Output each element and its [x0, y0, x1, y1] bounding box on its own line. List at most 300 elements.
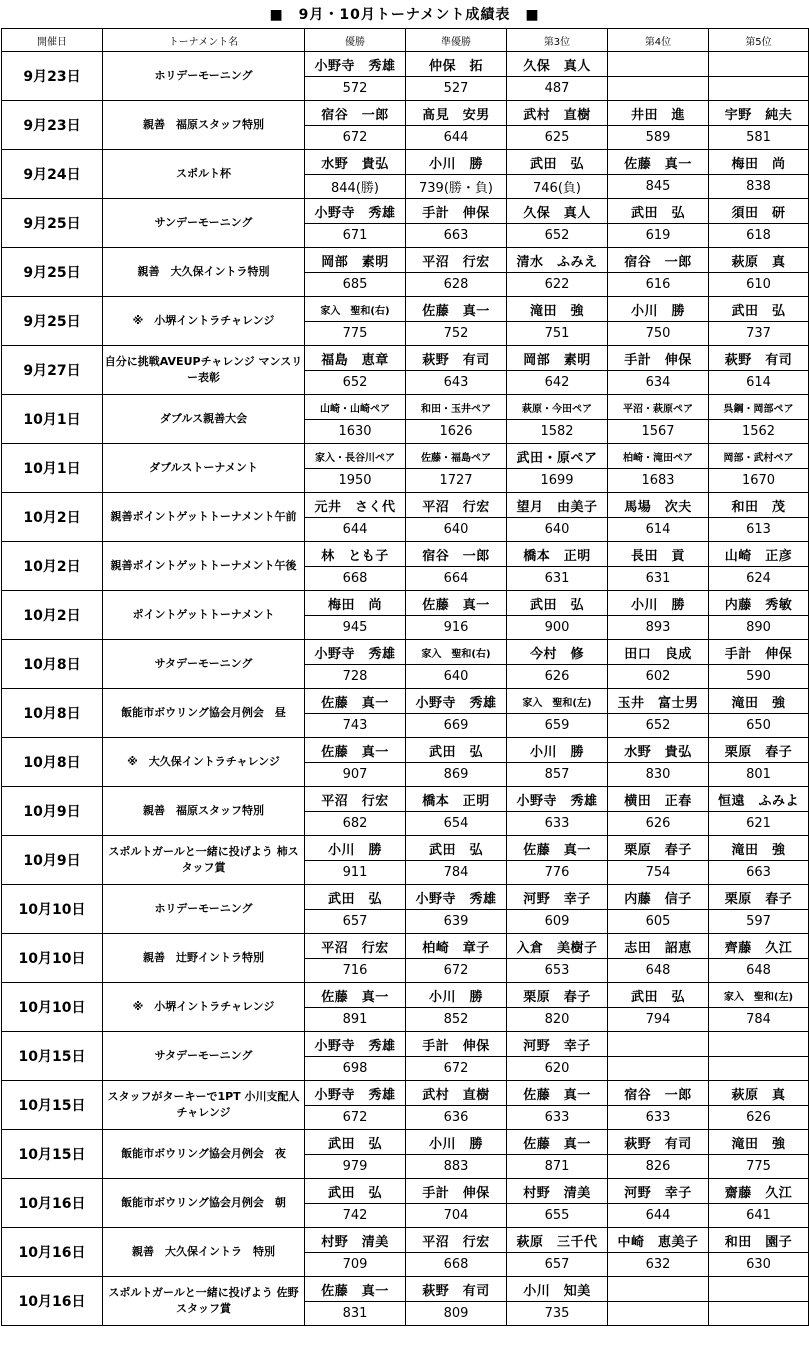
score-place-5: 624 — [709, 567, 809, 591]
score-place-1: 907 — [305, 763, 406, 787]
player-name-place-1: 小川 勝 — [305, 836, 406, 861]
score-place-2: 640 — [406, 665, 507, 689]
player-name-place-3: 栗原 春子 — [507, 983, 608, 1008]
score-place-4 — [608, 77, 709, 101]
player-name-place-1: 平沼 行宏 — [305, 934, 406, 959]
player-name-place-2: 手計 伸保 — [406, 199, 507, 224]
score-place-2: 669 — [406, 714, 507, 738]
player-name-place-3: 橋本 正明 — [507, 542, 608, 567]
tournament-date: 10月10日 — [2, 934, 103, 983]
score-place-1: 1950 — [305, 469, 406, 493]
score-place-4: 616 — [608, 273, 709, 297]
tournament-row-names — [2, 542, 809, 567]
player-name-place-4 — [608, 52, 709, 77]
tournament-row-names — [2, 199, 809, 224]
player-name-place-4: 佐藤 真一 — [608, 150, 709, 175]
score-place-1: 831 — [305, 1302, 406, 1326]
tournament-row-names — [2, 101, 809, 126]
player-name-place-4: 水野 貴弘 — [608, 738, 709, 763]
player-name-place-2: 手計 伸保 — [406, 1179, 507, 1204]
player-name-place-5 — [709, 1032, 809, 1057]
score-place-2: 1626 — [406, 420, 507, 444]
score-place-3: 900 — [507, 616, 608, 640]
player-name-place-4: 小川 勝 — [608, 591, 709, 616]
tournament-date: 10月8日 — [2, 738, 103, 787]
header-date: 開催日 — [2, 29, 103, 52]
score-place-2: 664 — [406, 567, 507, 591]
player-name-place-4: 武田 弘 — [608, 983, 709, 1008]
tournament-date: 10月8日 — [2, 689, 103, 738]
tournament-name: サタデーモーニング — [103, 1032, 305, 1081]
tournament-date: 9月25日 — [2, 248, 103, 297]
tournament-row-names — [2, 395, 809, 420]
tournament-date: 9月25日 — [2, 199, 103, 248]
player-name-place-4: 宿谷 一郎 — [608, 1081, 709, 1106]
score-place-1: 671 — [305, 224, 406, 248]
player-name-place-5: 須田 研 — [709, 199, 809, 224]
player-name-place-3: 佐藤 真一 — [507, 1130, 608, 1155]
player-name-place-4: 玉井 富士男 — [608, 689, 709, 714]
score-place-1: 668 — [305, 567, 406, 591]
score-place-1: 709 — [305, 1253, 406, 1277]
score-place-5: 1562 — [709, 420, 809, 444]
score-place-4: 1567 — [608, 420, 709, 444]
player-name-place-2: 佐藤 真一 — [406, 591, 507, 616]
player-name-place-5: 宇野 純夫 — [709, 101, 809, 126]
score-place-4: 602 — [608, 665, 709, 689]
score-place-1: 743 — [305, 714, 406, 738]
player-name-place-4: 手計 伸保 — [608, 346, 709, 371]
player-name-place-2: 髙見 安男 — [406, 101, 507, 126]
score-place-2: 809 — [406, 1302, 507, 1326]
player-name-place-5: 齊藤 久江 — [709, 934, 809, 959]
player-name-place-2: 柏崎 章子 — [406, 934, 507, 959]
player-name-place-2: 宿谷 一郎 — [406, 542, 507, 567]
tournament-name: 親善 辻野イントラ特別 — [103, 934, 305, 983]
player-name-place-2: 和田・玉井ペア — [406, 395, 507, 420]
tournament-name: 飯能市ボウリング協会月例会 朝 — [103, 1179, 305, 1228]
player-name-place-2: 小野寺 秀雄 — [406, 885, 507, 910]
score-place-3: 609 — [507, 910, 608, 934]
player-name-place-4: 志田 詔恵 — [608, 934, 709, 959]
player-name-place-1: 佐藤 真一 — [305, 689, 406, 714]
player-name-place-3: 小川 知美 — [507, 1277, 608, 1302]
score-place-4: 633 — [608, 1106, 709, 1130]
score-place-5 — [709, 1302, 809, 1326]
header-3rd: 第3位 — [507, 29, 608, 52]
score-place-5: 641 — [709, 1204, 809, 1228]
player-name-place-3: 久保 真人 — [507, 52, 608, 77]
player-name-place-3: 萩原・今田ペア — [507, 395, 608, 420]
tournament-row-names — [2, 983, 809, 1008]
score-place-5: 613 — [709, 518, 809, 542]
player-name-place-2: 平沼 行宏 — [406, 1228, 507, 1253]
tournament-date: 9月23日 — [2, 52, 103, 101]
tournament-date: 10月16日 — [2, 1228, 103, 1277]
tournament-name: 親善ポイントゲットトーナメント午後 — [103, 542, 305, 591]
player-name-place-2: 小川 勝 — [406, 983, 507, 1008]
tournament-date: 10月1日 — [2, 444, 103, 493]
player-name-place-1: 梅田 尚 — [305, 591, 406, 616]
score-place-5: 630 — [709, 1253, 809, 1277]
player-name-place-5: 齋藤 久江 — [709, 1179, 809, 1204]
player-name-place-1: 福島 恵章 — [305, 346, 406, 371]
player-name-place-1: 佐藤 真一 — [305, 738, 406, 763]
player-name-place-5: 岡部・武村ペア — [709, 444, 809, 469]
player-name-place-3: 河野 幸子 — [507, 1032, 608, 1057]
score-place-5: 610 — [709, 273, 809, 297]
player-name-place-1: 林 とも子 — [305, 542, 406, 567]
tournament-name: 自分に挑戦AVEUPチャレンジ マンスリー表彰 — [103, 346, 305, 395]
score-place-5: 621 — [709, 812, 809, 836]
player-name-place-5: 萩原 真 — [709, 248, 809, 273]
player-name-place-1: 佐藤 真一 — [305, 1277, 406, 1302]
player-name-place-3: 入倉 美樹子 — [507, 934, 608, 959]
score-place-1: 891 — [305, 1008, 406, 1032]
score-place-4: 893 — [608, 616, 709, 640]
player-name-place-3: 武田・原ペア — [507, 444, 608, 469]
tournament-date: 10月2日 — [2, 591, 103, 640]
player-name-place-3: 河野 幸子 — [507, 885, 608, 910]
tournament-row-names — [2, 346, 809, 371]
score-place-1: 742 — [305, 1204, 406, 1228]
score-place-1: 979 — [305, 1155, 406, 1179]
player-name-place-2: 家入 聖和(右) — [406, 640, 507, 665]
player-name-place-5: 内藤 秀敏 — [709, 591, 809, 616]
tournament-date: 10月10日 — [2, 885, 103, 934]
tournament-date: 10月16日 — [2, 1179, 103, 1228]
player-name-place-2: 萩野 有司 — [406, 346, 507, 371]
score-place-2: 636 — [406, 1106, 507, 1130]
player-name-place-2: 武村 直樹 — [406, 1081, 507, 1106]
player-name-place-1: 武田 弘 — [305, 885, 406, 910]
player-name-place-3: 今村 修 — [507, 640, 608, 665]
player-name-place-1: 岡部 素明 — [305, 248, 406, 273]
player-name-place-5: 萩原 真 — [709, 1081, 809, 1106]
player-name-place-1: 平沼 行宏 — [305, 787, 406, 812]
score-place-2: 852 — [406, 1008, 507, 1032]
score-place-3: 620 — [507, 1057, 608, 1081]
tournament-name: ダブルス親善大会 — [103, 395, 305, 444]
player-name-place-5: 滝田 強 — [709, 836, 809, 861]
score-place-1: 657 — [305, 910, 406, 934]
score-place-3: 487 — [507, 77, 608, 101]
tournament-row-names — [2, 689, 809, 714]
score-place-4: 631 — [608, 567, 709, 591]
player-name-place-3: 岡部 素明 — [507, 346, 608, 371]
score-place-2: 640 — [406, 518, 507, 542]
score-place-1: 672 — [305, 1106, 406, 1130]
tournament-name: スポルト杯 — [103, 150, 305, 199]
score-place-2: 784 — [406, 861, 507, 885]
player-name-place-3: 萩原 三千代 — [507, 1228, 608, 1253]
score-place-1: 844(勝) — [305, 175, 406, 199]
tournament-name: ホリデーモーニング — [103, 885, 305, 934]
player-name-place-3: 清水 ふみえ — [507, 248, 608, 273]
score-place-2: 739(勝・負) — [406, 175, 507, 199]
score-place-2: 672 — [406, 959, 507, 983]
tournament-row-names — [2, 493, 809, 518]
score-place-3: 746(負) — [507, 175, 608, 199]
score-place-5: 581 — [709, 126, 809, 150]
player-name-place-5: 滝田 強 — [709, 689, 809, 714]
score-place-1: 572 — [305, 77, 406, 101]
tournament-name: スポルトガールと一緒に投げよう 柿スタッフ賞 — [103, 836, 305, 885]
results-table — [1, 28, 809, 1326]
score-place-5: 890 — [709, 616, 809, 640]
score-place-1: 716 — [305, 959, 406, 983]
player-name-place-5: 萩野 有司 — [709, 346, 809, 371]
tournament-name: ダブルストーナメント — [103, 444, 305, 493]
score-place-2: 644 — [406, 126, 507, 150]
tournament-row-names — [2, 1032, 809, 1057]
tournament-date: 10月1日 — [2, 395, 103, 444]
player-name-place-3: 佐藤 真一 — [507, 836, 608, 861]
page-title: ■ 9月・10月トーナメント成績表 ■ — [269, 7, 540, 23]
player-name-place-5: 和田 園子 — [709, 1228, 809, 1253]
score-place-3: 652 — [507, 224, 608, 248]
player-name-place-2: 仲保 拓 — [406, 52, 507, 77]
player-name-place-3: 村野 清美 — [507, 1179, 608, 1204]
header-4th: 第4位 — [608, 29, 709, 52]
player-name-place-5: 手計 伸保 — [709, 640, 809, 665]
score-place-4: 632 — [608, 1253, 709, 1277]
score-place-3: 657 — [507, 1253, 608, 1277]
score-place-4: 589 — [608, 126, 709, 150]
player-name-place-3: 佐藤 真一 — [507, 1081, 608, 1106]
score-place-5: 590 — [709, 665, 809, 689]
score-place-3: 655 — [507, 1204, 608, 1228]
tournament-row-names — [2, 934, 809, 959]
tournament-name: 飯能市ボウリング協会月例会 昼 — [103, 689, 305, 738]
score-place-2: 672 — [406, 1057, 507, 1081]
header-2nd: 準優勝 — [406, 29, 507, 52]
player-name-place-1: 村野 清美 — [305, 1228, 406, 1253]
tournament-date: 10月15日 — [2, 1032, 103, 1081]
score-place-2: 527 — [406, 77, 507, 101]
score-place-1: 685 — [305, 273, 406, 297]
score-place-5: 784 — [709, 1008, 809, 1032]
tournament-name: ホリデーモーニング — [103, 52, 305, 101]
score-place-1: 698 — [305, 1057, 406, 1081]
player-name-place-3: 小野寺 秀雄 — [507, 787, 608, 812]
score-place-4: 614 — [608, 518, 709, 542]
score-place-2: 752 — [406, 322, 507, 346]
player-name-place-1: 小野寺 秀雄 — [305, 1081, 406, 1106]
player-name-place-4: 栗原 春子 — [608, 836, 709, 861]
score-place-2: 869 — [406, 763, 507, 787]
score-place-2: 1727 — [406, 469, 507, 493]
score-place-3: 871 — [507, 1155, 608, 1179]
player-name-place-1: 小野寺 秀雄 — [305, 640, 406, 665]
score-place-3: 653 — [507, 959, 608, 983]
player-name-place-5: 滝田 強 — [709, 1130, 809, 1155]
player-name-place-4: 長田 貢 — [608, 542, 709, 567]
player-name-place-5: 和田 茂 — [709, 493, 809, 518]
player-name-place-5: 栗原 春子 — [709, 885, 809, 910]
header-5th: 第5位 — [709, 29, 809, 52]
score-place-5: 648 — [709, 959, 809, 983]
tournament-row-names — [2, 591, 809, 616]
player-name-place-1: 武田 弘 — [305, 1179, 406, 1204]
player-name-place-3: 武田 弘 — [507, 591, 608, 616]
player-name-place-1: 家入 聖和(右) — [305, 297, 406, 322]
score-place-5: 626 — [709, 1106, 809, 1130]
score-place-1: 652 — [305, 371, 406, 395]
tournament-name: スポルトガールと一緒に投げよう 佐野スタッフ賞 — [103, 1277, 305, 1326]
player-name-place-2: 佐藤・福島ペア — [406, 444, 507, 469]
player-name-place-4: 中崎 恵美子 — [608, 1228, 709, 1253]
score-place-3: 633 — [507, 1106, 608, 1130]
player-name-place-4: 武田 弘 — [608, 199, 709, 224]
score-place-1: 1630 — [305, 420, 406, 444]
tournament-row-names — [2, 1081, 809, 1106]
tournament-row-names — [2, 248, 809, 273]
score-place-5: 737 — [709, 322, 809, 346]
score-place-4: 644 — [608, 1204, 709, 1228]
player-name-place-5: 呉鋼・岡部ペア — [709, 395, 809, 420]
score-place-4: 1683 — [608, 469, 709, 493]
player-name-place-5 — [709, 1277, 809, 1302]
score-place-5 — [709, 77, 809, 101]
player-name-place-4 — [608, 1032, 709, 1057]
player-name-place-4: 内藤 信子 — [608, 885, 709, 910]
score-place-4: 794 — [608, 1008, 709, 1032]
player-name-place-3: 家入 聖和(左) — [507, 689, 608, 714]
score-place-5 — [709, 1057, 809, 1081]
score-place-3: 776 — [507, 861, 608, 885]
player-name-place-2: 萩野 有司 — [406, 1277, 507, 1302]
player-name-place-3: 武田 弘 — [507, 150, 608, 175]
tournament-row-names — [2, 52, 809, 77]
player-name-place-3: 望月 由美子 — [507, 493, 608, 518]
score-place-2: 654 — [406, 812, 507, 836]
score-place-5: 838 — [709, 175, 809, 199]
tournament-name: ポイントゲットトーナメント — [103, 591, 305, 640]
tournament-row-names — [2, 444, 809, 469]
player-name-place-4: 河野 幸子 — [608, 1179, 709, 1204]
tournament-row-names — [2, 297, 809, 322]
tournament-date: 10月9日 — [2, 787, 103, 836]
tournament-name: 飯能市ボウリング協会月例会 夜 — [103, 1130, 305, 1179]
score-place-4 — [608, 1057, 709, 1081]
score-place-3: 1699 — [507, 469, 608, 493]
tournament-date: 9月25日 — [2, 297, 103, 346]
player-name-place-1: 小野寺 秀雄 — [305, 199, 406, 224]
score-place-4: 648 — [608, 959, 709, 983]
tournament-date: 10月9日 — [2, 836, 103, 885]
player-name-place-3: 小川 勝 — [507, 738, 608, 763]
score-place-4: 619 — [608, 224, 709, 248]
player-name-place-1: 武田 弘 — [305, 1130, 406, 1155]
header-tournament: トーナメント名 — [103, 29, 305, 52]
tournament-date: 9月23日 — [2, 101, 103, 150]
player-name-place-4: 小川 勝 — [608, 297, 709, 322]
score-place-1: 945 — [305, 616, 406, 640]
score-place-3: 751 — [507, 322, 608, 346]
score-place-2: 639 — [406, 910, 507, 934]
score-place-3: 640 — [507, 518, 608, 542]
player-name-place-4: 柏崎・滝田ペア — [608, 444, 709, 469]
score-place-4: 826 — [608, 1155, 709, 1179]
score-place-5: 614 — [709, 371, 809, 395]
tournament-name: 親善 福原スタッフ特別 — [103, 787, 305, 836]
tournament-name: ※ 小堺イントラチャレンジ — [103, 983, 305, 1032]
player-name-place-5: 恒遠 ふみよ — [709, 787, 809, 812]
score-place-5: 775 — [709, 1155, 809, 1179]
score-place-2: 663 — [406, 224, 507, 248]
score-place-2: 883 — [406, 1155, 507, 1179]
score-place-5: 618 — [709, 224, 809, 248]
score-place-2: 643 — [406, 371, 507, 395]
player-name-place-2: 小野寺 秀雄 — [406, 689, 507, 714]
tournament-row-names — [2, 836, 809, 861]
player-name-place-4 — [608, 1277, 709, 1302]
tournament-date: 10月8日 — [2, 640, 103, 689]
tournament-row-names — [2, 885, 809, 910]
tournament-name: 親善 大久保イントラ特別 — [103, 248, 305, 297]
player-name-place-2: 手計 伸保 — [406, 1032, 507, 1057]
player-name-place-2: 平沼 行宏 — [406, 493, 507, 518]
tournament-date: 10月15日 — [2, 1130, 103, 1179]
score-place-2: 668 — [406, 1253, 507, 1277]
tournament-name: 親善 大久保イントラ 特別 — [103, 1228, 305, 1277]
tournament-row-names — [2, 150, 809, 175]
score-place-4: 605 — [608, 910, 709, 934]
player-name-place-1: 家入・長谷川ペア — [305, 444, 406, 469]
player-name-place-1: 元井 さく代 — [305, 493, 406, 518]
score-place-1: 775 — [305, 322, 406, 346]
tournament-name: サンデーモーニング — [103, 199, 305, 248]
player-name-place-2: 武田 弘 — [406, 836, 507, 861]
tournament-date: 10月2日 — [2, 542, 103, 591]
score-place-1: 672 — [305, 126, 406, 150]
tournament-row-names — [2, 738, 809, 763]
tournament-date: 10月15日 — [2, 1081, 103, 1130]
player-name-place-2: 佐藤 真一 — [406, 297, 507, 322]
score-place-4: 754 — [608, 861, 709, 885]
score-place-1: 911 — [305, 861, 406, 885]
player-name-place-3: 武村 直樹 — [507, 101, 608, 126]
score-place-3: 1582 — [507, 420, 608, 444]
player-name-place-1: 山崎・山崎ペア — [305, 395, 406, 420]
tournament-name: ※ 大久保イントラチャレンジ — [103, 738, 305, 787]
score-place-3: 659 — [507, 714, 608, 738]
score-place-3: 633 — [507, 812, 608, 836]
score-place-3: 631 — [507, 567, 608, 591]
score-place-3: 622 — [507, 273, 608, 297]
player-name-place-2: 橋本 正明 — [406, 787, 507, 812]
score-place-5: 1670 — [709, 469, 809, 493]
score-place-4: 634 — [608, 371, 709, 395]
player-name-place-4: 平沼・萩原ペア — [608, 395, 709, 420]
score-place-2: 628 — [406, 273, 507, 297]
player-name-place-4: 宿谷 一郎 — [608, 248, 709, 273]
score-place-2: 704 — [406, 1204, 507, 1228]
tournament-name: スタッフがターキーで1PT 小川支配人チャレンジ — [103, 1081, 305, 1130]
player-name-place-3: 滝田 強 — [507, 297, 608, 322]
tournament-row-names — [2, 1179, 809, 1204]
player-name-place-2: 平沼 行宏 — [406, 248, 507, 273]
player-name-place-4: 田口 良成 — [608, 640, 709, 665]
score-place-5: 663 — [709, 861, 809, 885]
tournament-row-names — [2, 1130, 809, 1155]
score-place-4: 750 — [608, 322, 709, 346]
player-name-place-5 — [709, 52, 809, 77]
score-place-5: 801 — [709, 763, 809, 787]
score-place-3: 626 — [507, 665, 608, 689]
tournament-name: 親善 福原スタッフ特別 — [103, 101, 305, 150]
